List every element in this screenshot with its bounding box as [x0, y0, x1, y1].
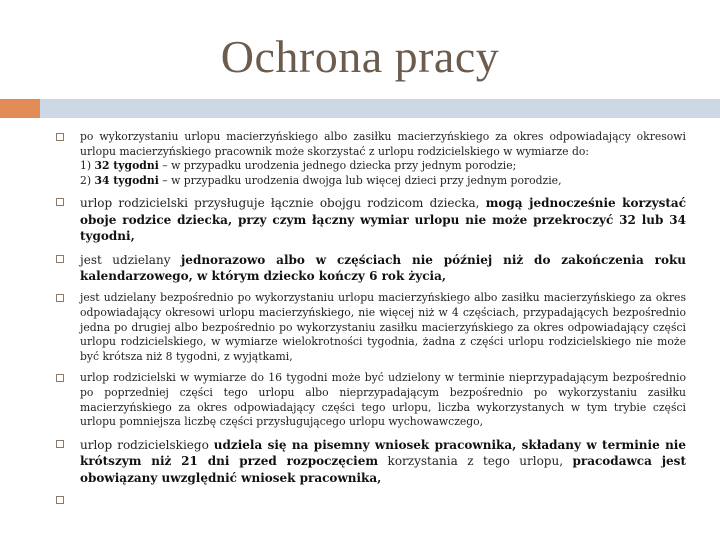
accent-bar-orange: [0, 99, 40, 118]
bullet-text: urlop rodzicielskiego udziela się na pisemny wniosek pracownika, składany w terminie nie krótszym niż 21 dni przed rozpoczęciem korzystania z tego urlopu, pracodawca jest obowiązany uwzględnić wniosek pracownika,: [80, 437, 686, 485]
accent-bar-blue: [40, 99, 720, 118]
bullet-item: [56, 437, 686, 486]
bullet-item: [56, 130, 686, 188]
sub-item: 2) 34 tygodni – w przypadku urodzenia dwojga lub więcej dzieci przy jednym porodzie,: [80, 173, 562, 187]
bullet-text: [80, 493, 686, 509]
bullet-item: [56, 252, 686, 285]
bullet-text: po wykorzystaniu urlopu macierzyńskiego albo zasiłku macierzyńskiego za okres odpowiadający okresowi urlopu macierzyńskiego pracownik może skorzystać z urlopu rodzicielskiego w wymiarze do: 1) 32 tygodni – w przypadku urodzenia jednego dziecka przy jednym porodzie; 2) 34 tygodni – w przypadku urodzenia dwojga lub więcej dzieci przy jednym porodzie,: [80, 130, 686, 187]
square-bullet-icon: [56, 255, 64, 263]
bullet-item: [56, 195, 686, 244]
bullet-text: jest udzielany bezpośrednio po wykorzystaniu urlopu macierzyńskiego albo zasiłku macierzyńskiego za okres odpowiadający okresowi urlopu macierzyńskiego, nie więcej niż w 4 częściach, przypadających bezpośrednio jedna po drugiej albo bezpośrednio po wykorzystaniu zasiłku macierzyńskiego za okres odpowiadający części urlopu rodzicielskiego, w wymiarze wielokrotności tygodnia, żadna z części urlopu rodzicielskiego nie może być krótsza niż 8 tygodni, z wyjątkami,: [80, 291, 686, 363]
bullet-item: [56, 291, 686, 364]
bullet-item-empty: [56, 493, 686, 509]
square-bullet-icon: [56, 496, 64, 504]
square-bullet-icon: [56, 440, 64, 448]
bullet-item: [56, 371, 686, 429]
bullet-text: urlop rodzicielski w wymiarze do 16 tygodni może być udzielony w terminie nieprzypadającym bezpośrednio po poprzedniej części tego urlopu albo nieprzypadającym bezpośrednio po wykorzystaniu zasiłku macierzyńskiego za okres odpowiadający części tego urlopu, liczba wykorzystanych w tym trybie części urlopu pomniejsza liczbę części przysługującego urlopu wychowawczego,: [80, 371, 686, 429]
sub-item: 1) 32 tygodni – w przypadku urodzenia jednego dziecka przy jednym porodzie;: [80, 159, 517, 173]
square-bullet-icon: [56, 294, 64, 302]
bullet-text: jest udzielany jednorazowo albo w częściach nie później niż do zakończenia roku kalendarzowego, w którym dziecko kończy 6 rok życia,: [80, 252, 686, 283]
bullet-list: [56, 130, 686, 516]
square-bullet-icon: [56, 374, 64, 382]
bullet-text: urlop rodzicielski przysługuje łącznie obojgu rodzicom dziecka, mogą jednocześnie korzystać oboje rodzice dziecka, przy czym łączny wymiar urlopu nie może przekroczyć 32 lub 34 tygodni,: [80, 196, 686, 244]
slide-title: Ochrona pracy: [220, 31, 500, 82]
square-bullet-icon: [56, 133, 64, 141]
square-bullet-icon: [56, 198, 64, 206]
